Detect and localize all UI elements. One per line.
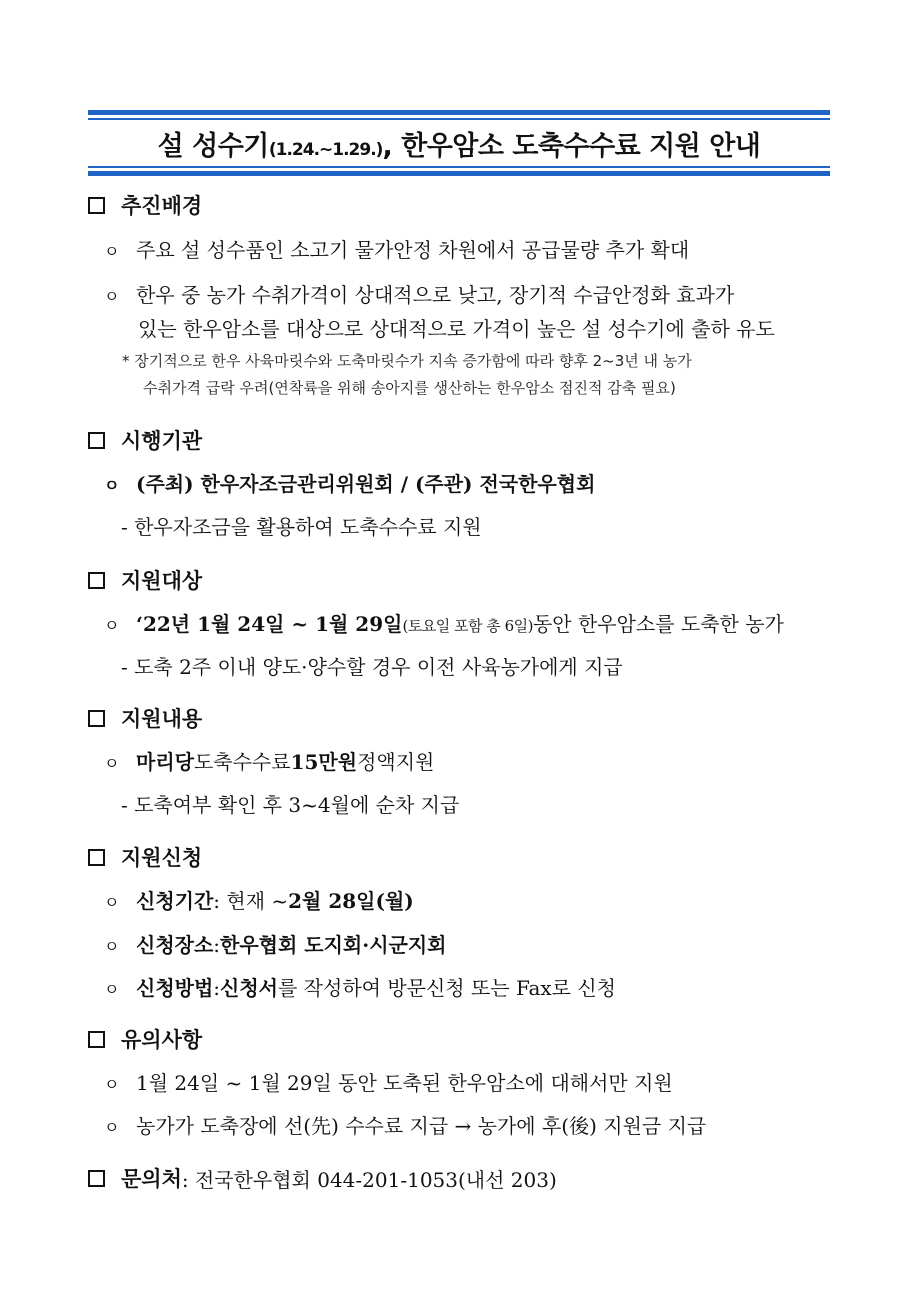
period-label: 신청기간 [136,889,214,913]
section-heading-text: 추진배경 [121,193,203,218]
bullet-circle-icon: ㅇ [104,937,120,956]
method-value: 신청서 [220,976,278,1000]
apply-period-bullet [104,885,414,914]
section-heading-text: 문의처 [121,1166,182,1191]
content-dash-1: - 도축여부 확인 후 3~4월에 순차 지급 [121,793,460,817]
bullet-circle-icon: ㅇ [104,287,120,306]
bullet-text-tail: 정액지원 [357,750,435,774]
section-heading-text: 유의사항 [121,1027,203,1052]
period-separator: : 현재 ~ [213,889,289,913]
checkbox-icon [88,432,105,449]
bullet-text: 한우 중 농가 수취가격이 상대적으로 낮고, 장기적 수급안정화 효과가 [136,283,735,307]
section-heading-text: 지원대상 [121,568,203,593]
content-bullet-1 [104,746,434,775]
bullet-text: (주최) 한우자조금관리위원회 / (주관) 전국한우협회 [136,472,596,496]
checkbox-icon [88,1170,105,1187]
background-footnote-line-1: * 장기적으로 한우 사육마릿수와 도축마릿수가 지속 증가함에 따라 향후 2~3년 내 농가 [122,352,692,370]
bullet-circle-icon: ㅇ [104,242,120,261]
bullet-text: 주요 설 성수품인 소고기 물가안정 차원에서 공급물량 추가 확대 [136,238,690,262]
target-period: ‘22년 1월 24일 ~ 1월 29일 [136,612,403,636]
support-amount: 15만원 [290,750,358,774]
section-target-heading [88,565,202,595]
checkbox-icon [88,1031,105,1048]
section-notice-heading [88,1024,202,1054]
section-contact [88,1163,557,1193]
section-background-heading [88,190,202,220]
contact-value: : 전국한우협회 044-201-1053(내선 203) [181,1167,557,1192]
title-banner [88,110,830,176]
method-label: 신청방법 [136,976,214,1000]
bullet-text: 농가가 도축장에 선(先) 수수료 지급 → 농가에 후(後) 지원금 지급 [136,1114,707,1138]
bullet-circle-icon: ㅇ [104,1075,120,1094]
background-bullet-2-continued: 있는 한우암소를 대상으로 상대적으로 가격이 높은 설 성수기에 출하 유도 [138,317,775,341]
bullet-text: 1월 24일 ~ 1월 29일 동안 도축된 한우암소에 대해서만 지원 [136,1071,673,1095]
target-period-note: (토요일 포함 총 6일) [402,617,533,635]
section-heading-text: 지원신청 [121,845,203,870]
background-bullet-2 [104,279,734,308]
checkbox-icon [88,197,105,214]
place-value: 한우협회 도지회·시군지회 [220,933,447,957]
period-value: 2월 28일(월) [288,889,414,913]
place-label: 신청장소 [136,933,214,957]
target-bullet-1 [104,608,784,637]
title-part1: 설 성수기 [157,130,269,162]
bullet-text: 도축수수료 [193,750,291,774]
per-head-label: 마리당 [136,750,194,774]
title-dates: (1.24.~1.29.) [268,139,383,160]
background-bullet-1 [104,234,689,263]
method-separator: : [213,976,221,1000]
agency-dash-1: - 한우자조금을 활용하여 도축수수료 지원 [121,515,482,539]
section-heading-text: 지원내용 [121,706,203,731]
bullet-circle-icon: ㅇ [104,893,120,912]
section-content-heading [88,703,202,733]
agency-bullet-1 [104,468,595,497]
bullet-circle-icon: ㅇ [104,616,120,635]
bullet-circle-icon: ㅇ [104,1118,120,1137]
notice-bullet-1 [104,1067,673,1096]
bullet-circle-icon: ㅇ [104,476,120,495]
section-agency-heading [88,425,202,455]
bullet-circle-icon: ㅇ [104,980,120,999]
checkbox-icon [88,710,105,727]
checkbox-icon [88,849,105,866]
title-rule-top [88,118,830,120]
section-heading-text: 시행기관 [121,428,203,453]
apply-place-bullet [104,929,446,958]
method-tail: 를 작성하여 방문신청 또는 Fax로 신청 [278,976,616,1000]
title-rule-bottom [88,166,830,168]
page-title [158,124,761,163]
bullet-circle-icon: ㅇ [104,754,120,773]
background-footnote-line-2: 수취가격 급락 우려(연착륙을 위해 송아지를 생산하는 한우암소 점진적 감축 필요) [143,379,676,397]
apply-method-bullet [104,972,616,1001]
place-separator: : [213,933,221,957]
bullet-text: 동안 한우암소를 도축한 농가 [532,612,784,636]
target-dash-1: - 도축 2주 이내 양도·양수할 경우 이전 사육농가에게 지급 [121,655,623,679]
section-apply-heading [88,842,202,872]
notice-bullet-2 [104,1110,706,1139]
checkbox-icon [88,572,105,589]
title-part2: , 한우암소 도축수수료 지원 안내 [382,130,761,162]
